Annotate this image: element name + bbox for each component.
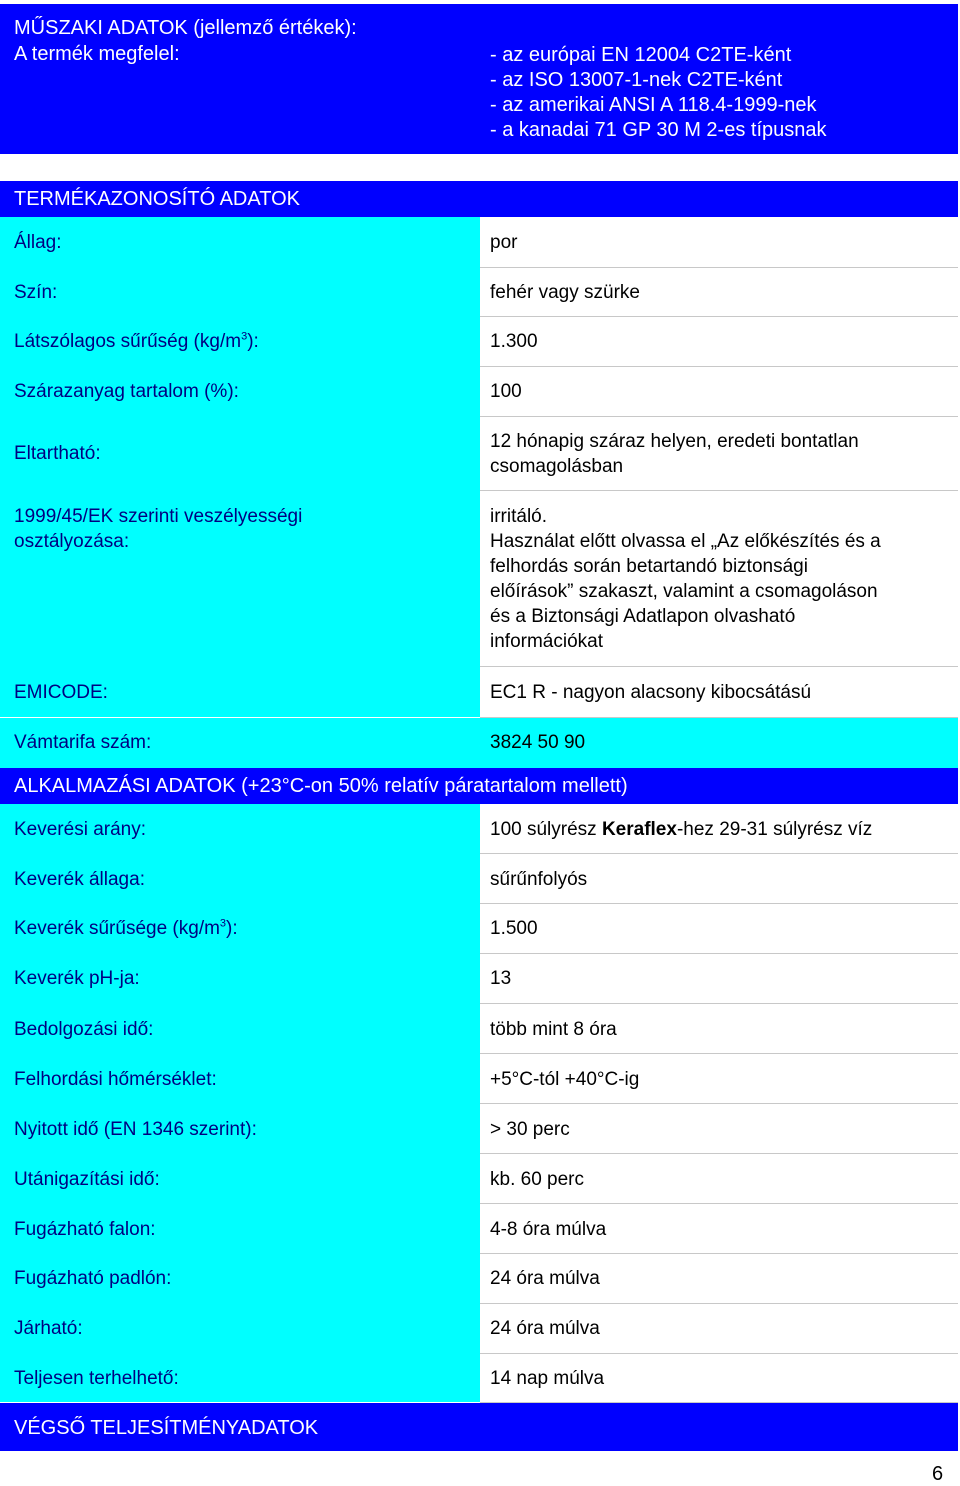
identity-label-panel (0, 217, 480, 717)
mix-ratio-label: Keverési arány: (14, 819, 147, 840)
hazard-classification-value: irritáló. Használat előtt olvassa el „Az előkészítés és a felhordás során betartandó biztonsági előírások” szakaszt, valamint a csomagoláson és a Biztonsági Adatlapon olvasható információkat (490, 506, 881, 652)
application-label-panel (0, 804, 480, 1402)
customs-number-value: 3824 50 90 (490, 732, 586, 753)
customs-number-label: Vámtarifa szám: (14, 732, 152, 753)
mix-density-value: 1.500 (490, 918, 538, 939)
application-temperature-label: Felhordási hőmérséklet: (14, 1069, 217, 1090)
open-time-label: Nyitott idő (EN 1346 szerint): (14, 1119, 257, 1140)
header-title: MŰSZAKI ADATOK (jellemző értékek): (14, 17, 357, 39)
shelf-life-label: Eltartható: (14, 443, 101, 464)
standards-list (490, 43, 827, 143)
color-value: fehér vagy szürke (490, 282, 640, 303)
pot-life-label: Bedolgozási idő: (14, 1019, 154, 1040)
hazard-classification-label: 1999/45/EK szerinti veszélyességi osztályozása: (14, 506, 303, 552)
adjustability-time-value: kb. 60 perc (490, 1169, 584, 1190)
standard-item: - a kanadai 71 GP 30 M 2-es típusnak (490, 119, 827, 141)
open-time-value: > 30 perc (490, 1119, 570, 1140)
apparent-density-value: 1.300 (490, 331, 538, 352)
mix-ph-value: 13 (490, 968, 512, 989)
foot-traffic-value: 24 óra múlva (490, 1318, 600, 1339)
product-brand: Keraflex (601, 819, 677, 840)
header-subtitle: A termék megfelel: (14, 43, 180, 65)
color-label: Szín: (14, 282, 58, 303)
mix-consistency-value: sűrűnfolyós (490, 869, 588, 890)
full-load-value: 14 nap múlva (490, 1368, 605, 1389)
full-load-label: Teljesen terhelhető: (14, 1368, 179, 1389)
grouting-floor-value: 24 óra múlva (490, 1268, 600, 1289)
foot-traffic-label: Járható: (14, 1318, 83, 1339)
mix-ratio-value: 100 súlyrész Keraflex-hez 29-31 súlyrész víz (490, 819, 873, 840)
consistency-value: por (490, 232, 518, 253)
performance-section-title: VÉGSŐ TELJESÍTMÉNYADATOK (14, 1417, 319, 1439)
mix-consistency-label: Keverék állaga: (14, 869, 145, 890)
grouting-floor-label: Fugázható padlón: (14, 1268, 172, 1289)
standard-item: - az amerikai ANSI A 118.4-1999-nek (490, 94, 817, 116)
mix-density-label: Keverék sűrűsége $(kg/m^3)$: (14, 917, 238, 939)
emicode-label: EMICODE: (14, 682, 108, 703)
shelf-life-value: 12 hónapig száraz helyen, eredeti bontatlan csomagolásban (490, 431, 859, 477)
apparent-density-label: Látszólagos sűrűség $(kg/m^3)$: (14, 330, 259, 352)
adjustability-time-label: Utánigazítási idő: (14, 1169, 160, 1190)
pot-life-value: több mint 8 óra (490, 1019, 617, 1040)
dry-content-value: 100 (490, 381, 522, 402)
consistency-label: Állag: (14, 232, 62, 253)
mix-ph-label: Keverék pH-ja: (14, 968, 140, 989)
emicode-value: EC1 R - nagyon alacsony kibocsátású (490, 682, 812, 703)
application-section-title: ALKALMAZÁSI ADATOK (+23°C-on 50% relatív páratartalom mellett) (14, 775, 628, 797)
grouting-wall-label: Fugázható falon: (14, 1219, 156, 1240)
grouting-wall-value: 4-8 óra múlva (490, 1219, 607, 1240)
dry-content-label: Szárazanyag tartalom (%): (14, 381, 239, 402)
standard-item: - az európai EN 12004 C2TE-ként (490, 44, 792, 66)
standard-item: - az ISO 13007-1-nek C2TE-ként (490, 69, 783, 91)
application-temperature-value: +5°C-tól +40°C-ig (490, 1069, 640, 1090)
identity-section-title: TERMÉKAZONOSÍTÓ ADATOK (14, 188, 300, 210)
page-number: 6 (932, 1463, 944, 1485)
